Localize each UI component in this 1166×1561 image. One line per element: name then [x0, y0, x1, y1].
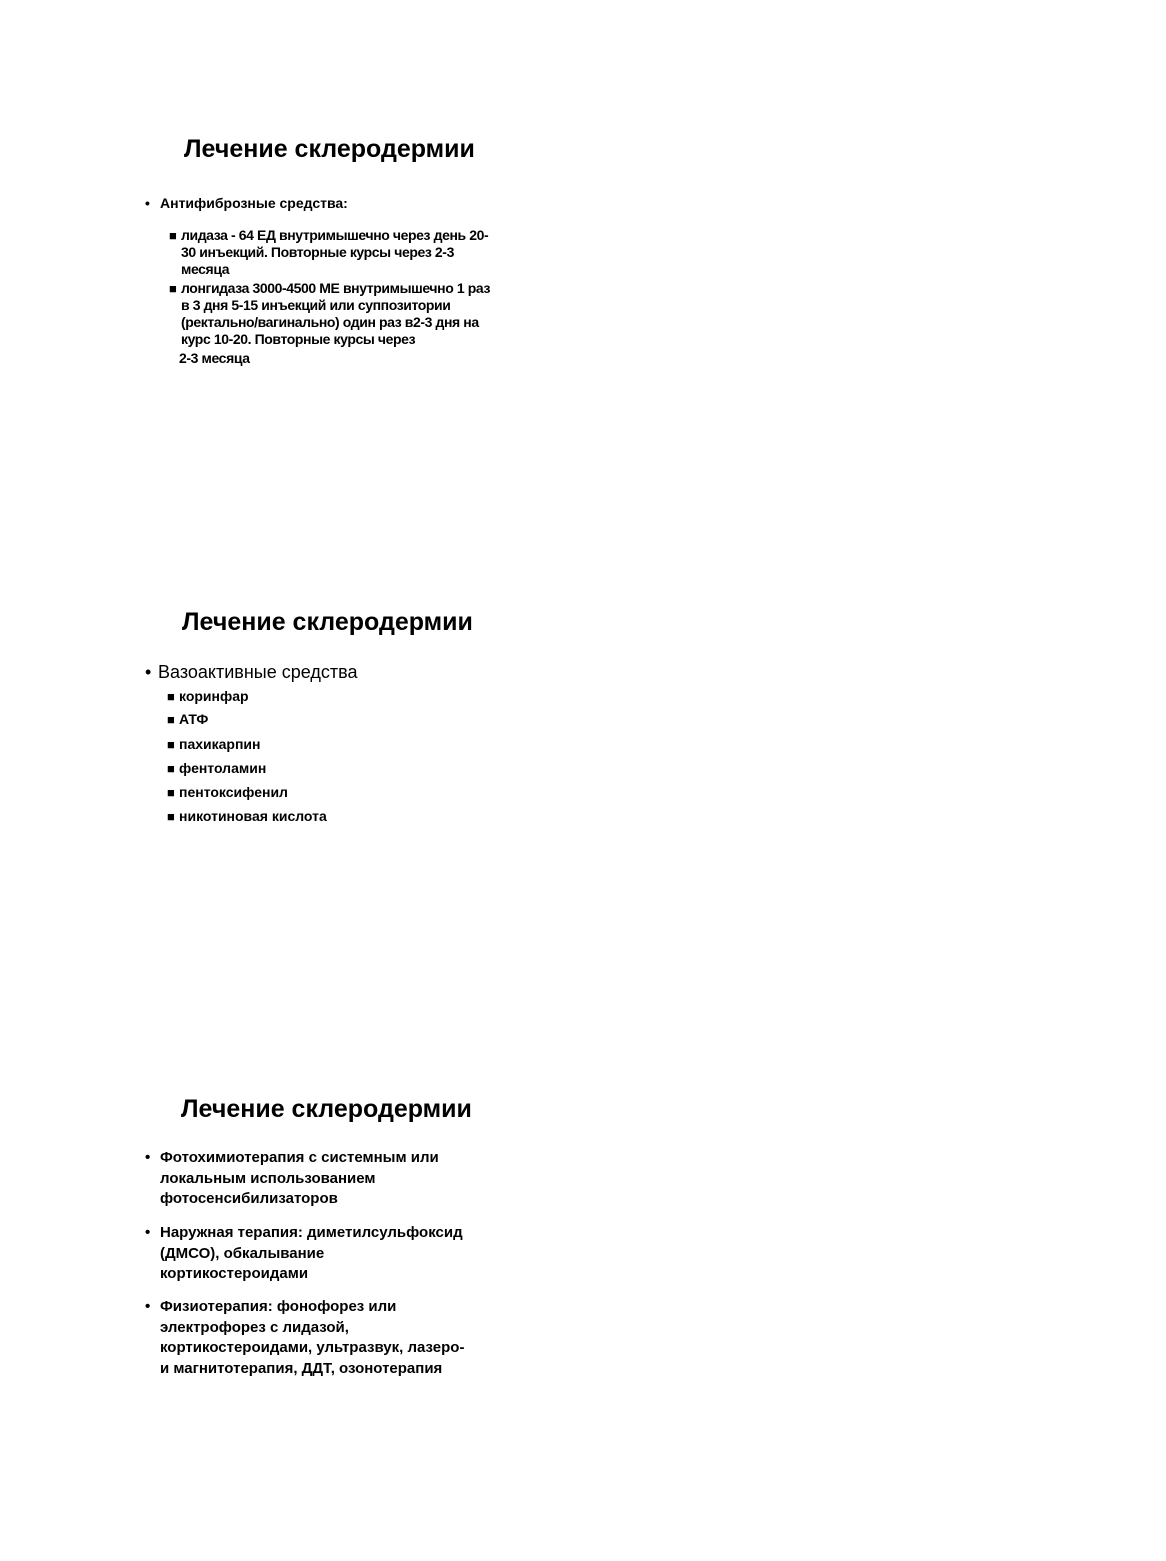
paragraph-line: кортикостероидами, ультразвук, лазеро-	[160, 1339, 465, 1356]
item-line: 30 инъекций. Повторные курсы через 2-3	[181, 244, 454, 260]
paragraph-line: Физиотерапия: фонофорез или	[160, 1298, 397, 1315]
square-bullet-icon: ■	[167, 737, 175, 752]
square-bullet-icon: ■	[167, 761, 175, 776]
item-line: в 3 дня 5-15 инъекций или суппозитории	[181, 297, 451, 313]
item-line: лонгидаза 3000-4500 МЕ внутримышечно 1 раз	[181, 280, 491, 296]
bullet-marker: •	[145, 195, 150, 211]
list-item-label: никотиновая кислота	[179, 808, 327, 824]
square-bullet-icon: ■	[167, 785, 175, 800]
list-item-label: пентоксифенил	[179, 784, 288, 800]
item-line: лидаза - 64 ЕД внутримышечно через день 20-	[181, 227, 489, 243]
slide-3-paragraph-external-therapy	[145, 1223, 463, 1285]
bullet-marker: •	[145, 1149, 151, 1166]
paragraph-line: локальным использованием	[160, 1169, 376, 1187]
paragraph-line: и магнитотерапия, ДДТ, озонотерапия	[160, 1359, 443, 1377]
slide-2-bullet-text: Вазоактивные средства	[158, 662, 358, 682]
slide-2-title: Лечение склеродермии	[182, 608, 473, 636]
paragraph-line: (ДМСО), обкалывание	[160, 1244, 325, 1262]
list-item-label: коринфар	[179, 688, 249, 704]
square-bullet-icon: ■	[167, 809, 175, 824]
list-item-label: пахикарпин	[179, 736, 261, 752]
slide-1-bullet-text: Антифиброзные средства:	[160, 195, 348, 211]
slide-3-paragraph-physiotherapy	[145, 1297, 465, 1379]
paragraph-line: кортикостероидами	[160, 1265, 309, 1282]
paragraph-line: Фотохимиотерапия с системным или	[160, 1149, 439, 1166]
square-bullet-icon: ■	[169, 228, 177, 243]
slide-1-trailing-line: 2-3 месяца	[179, 350, 250, 366]
bullet-marker: •	[145, 1298, 151, 1315]
list-item-label: фентоламин	[179, 760, 267, 776]
paragraph-line: Наружная терапия: диметилсульфоксид	[160, 1224, 463, 1241]
square-bullet-icon: ■	[167, 689, 175, 704]
slide-3-title: Лечение склеродермии	[181, 1095, 472, 1123]
slide-1-title: Лечение склеродермии	[184, 135, 475, 163]
bullet-marker: •	[145, 1224, 151, 1241]
item-line: (ректально/вагинально) один раз в2-3 дня на	[181, 314, 479, 330]
square-bullet-icon: ■	[169, 281, 177, 296]
paragraph-line: фотосенсибилизаторов	[160, 1190, 338, 1207]
slide-3-paragraph-photochemotherapy	[145, 1148, 439, 1210]
list-item-label: АТФ	[179, 711, 209, 727]
paragraph-line: электрофорез с лидазой,	[160, 1318, 349, 1336]
bullet-marker: •	[145, 662, 152, 682]
item-line: курс 10-20. Повторные курсы через	[181, 331, 416, 347]
item-line: месяца	[181, 261, 230, 277]
square-bullet-icon: ■	[167, 712, 175, 727]
